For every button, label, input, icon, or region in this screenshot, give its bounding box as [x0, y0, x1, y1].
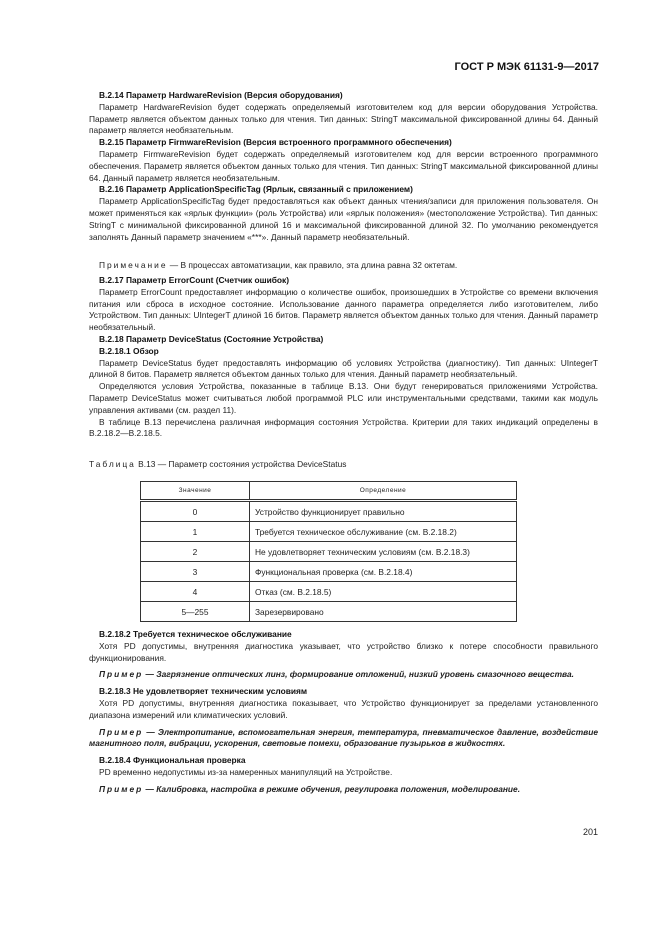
table-caption-text: B.13 — Параметр состояния устройства DeviceStatus — [135, 459, 347, 469]
example-text: — Калибровка, настройка в режиме обучения, регулировка положения, моделирование. — [143, 783, 521, 794]
paragraph: Определяются условия Устройства, показанные в таблице B.13. Они будут генерироваться приложениями Устройства. Параметр DeviceStatus может считываться любой программой PLC или инструментальными средствами, такими как модуль управления активами (см. раздел 11). — [89, 381, 598, 415]
table-caption-label: Таблица — [89, 459, 136, 469]
column-header-value: Значение — [141, 482, 250, 501]
section-heading: B.2.17 Параметр ErrorCount (Счетчик ошибок) — [99, 275, 290, 285]
table-row — [141, 582, 517, 602]
cell-value: 0 — [141, 501, 250, 522]
table-caption — [89, 459, 346, 469]
note-label: Примечание — [99, 260, 168, 270]
section-heading: B.2.15 Параметр FirmwareRevision (Версия встроенного программного обеспечения) — [99, 137, 452, 148]
cell-value: 2 — [141, 542, 250, 562]
table-row — [141, 602, 517, 622]
cell-value: 5—255 — [141, 602, 250, 622]
cell-definition: Зарезервировано — [250, 602, 517, 622]
section-heading: B.2.18 Параметр DeviceStatus (Состояние Устройства) — [99, 333, 324, 344]
paragraph: Параметр ErrorCount предоставляет информацию о количестве ошибок, произошедших в Устройстве со времени включения питания или сброса в исходное состояние. Использование данного параметра определяется либо изготовителем, либо Устройством. Тип данных: UIntegerT длиной 16 битов. Параметр является объектом данных только для чтения. Данный параметр необязательный. — [89, 286, 598, 333]
note-text: — В процессах автоматизации, как правило, эта длина равна 32 октетам. — [167, 260, 458, 270]
section-heading: B.2.18.4 Функциональная проверка — [99, 755, 246, 766]
paragraph: Хотя PD допустимы, внутренняя диагностика указывает, что устройство близко к потере способности правильного функционирования. — [89, 640, 598, 663]
cell-definition: Устройство функционирует правильно — [250, 501, 517, 522]
paragraph: PD временно недопустимы из-за намеренных манипуляций на Устройстве. — [99, 766, 393, 777]
table-row — [141, 562, 517, 582]
page-number: 201 — [582, 827, 598, 837]
cell-value: 1 — [141, 522, 250, 542]
section-mid — [89, 275, 598, 440]
section-heading: B.2.14 Параметр HardwareRevision (Версия оборудования) — [99, 90, 343, 100]
table-row — [141, 522, 517, 542]
table-row — [141, 542, 517, 562]
paragraph: Параметр ApplicationSpecificTag будет предоставляться как объект данных чтения/записи для приложения пользователя. Он может применяться как «ярлык функции» (роль Устройства) или «ярлык положения» (местоположение Устройства). Тип данных: StringT с минимальной фиксированной длиной 16 и максимальной фиксированной длиной 32. По умолчанию рекомендуется заполнять Данный параметр значением «***». Данный параметр необязательный. — [89, 196, 598, 242]
example-text: — Загрязнение оптических линз, формирование отложений, низкий уровень смазочного вещества. — [143, 669, 574, 680]
example — [89, 669, 598, 681]
section-heading: B.2.18.1 Обзор — [99, 345, 159, 356]
paragraph: Параметр DeviceStatus будет предоставлять информацию об условиях Устройства (диагностику). Тип данных: UIntegerT длиной 8 битов. Параметр является объектом данных только для чтения. Данный параметр необязательный. — [89, 357, 598, 380]
section-top — [89, 90, 598, 243]
example — [89, 727, 598, 751]
cell-definition: Требуется техническое обслуживание (см. B.2.18.2) — [250, 522, 517, 542]
example — [89, 784, 598, 796]
cell-value: 3 — [141, 562, 250, 582]
note — [89, 255, 598, 277]
paragraph: Параметр HardwareRevision будет содержать определяемый изготовителем код для версии оборудования Устройства. Параметр является объектом данных только для чтения. Тип данных: StringT максимальной фиксированной длины 64. Данный параметр является необязательным. — [89, 101, 598, 136]
paragraph: В таблице B.13 перечислена различная информация состояния Устройства. Критерии для таких индикаций определены в B.2.18.2—B.2.18.5. — [89, 416, 598, 439]
cell-definition: Отказ (см. B.2.18.5) — [250, 582, 517, 602]
section-bottom — [89, 629, 598, 801]
section-heading: B.2.16 Параметр ApplicationSpecificTag (Ярлык, связанный с приложением) — [99, 184, 413, 195]
example-label: Пример — [99, 669, 144, 680]
cell-definition: Функциональная проверка (см. B.2.18.4) — [250, 562, 517, 582]
section-heading: B.2.18.3 Не удовлетворяет техническим условиям — [99, 686, 308, 697]
device-status-table — [140, 481, 517, 622]
cell-value: 4 — [141, 582, 250, 602]
paragraph: Параметр FirmwareRevision будет содержать определяемый изготовителем код для версии встроенного программного обеспечения. Параметр является объектом данных только для чтения. Тип данных: StringT максимальной фиксированной длины 64. Данный параметр является необязательным. — [89, 148, 598, 183]
cell-definition: Не удовлетворяет техническим условиям (см. B.2.18.3) — [250, 542, 517, 562]
document-header: ГОСТ Р МЭК 61131-9—2017 — [454, 61, 599, 73]
example-label: Пример — [99, 726, 144, 737]
section-heading: B.2.18.2 Требуется техническое обслуживание — [99, 629, 292, 639]
example-label: Пример — [99, 783, 144, 794]
example-text: — Электропитание, вспомогательная энергия, температура, пневматическое давление, воздействие магнитного поля, вибрации, ускорения, световые помехи, образование пузырьков в жидкостях. — [89, 726, 598, 749]
column-header-definition: Определение — [250, 482, 517, 501]
table-row — [141, 501, 517, 522]
paragraph: Хотя PD допустимы, внутренняя диагностика показывает, что Устройство функционирует за пределами установленного диапазона измерений или климатических условий. — [89, 697, 598, 720]
